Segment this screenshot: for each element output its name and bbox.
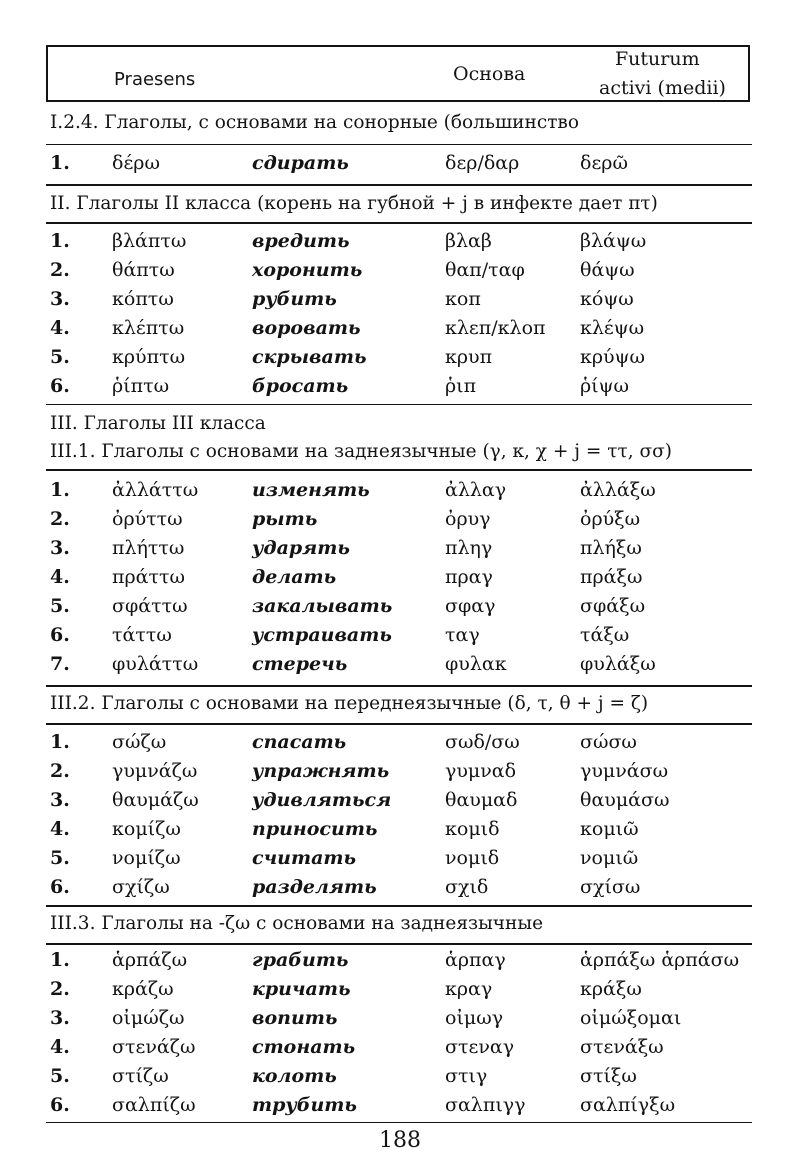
praesens-form: βλάπτω (112, 230, 187, 252)
row-number: 5. (50, 847, 70, 869)
table-row (0, 595, 800, 624)
praesens-form: κλέπτω (112, 317, 185, 339)
row-number: 1. (50, 152, 70, 174)
russian-meaning: удивляться (252, 789, 392, 811)
stem-form: σαλπιγγ (445, 1094, 526, 1116)
divider (46, 905, 752, 907)
section-heading: III.3. Глаголы на -ζω с основами на заднеязычные (50, 913, 544, 934)
futurum-form: σαλπίγξω (580, 1094, 676, 1116)
table-row (0, 978, 800, 1007)
row-number: 1. (50, 731, 70, 753)
futurum-form: νομιῶ (580, 847, 639, 869)
row-number: 6. (50, 375, 70, 397)
stem-form: στιγ (445, 1065, 488, 1087)
praesens-form: κομίζω (112, 818, 181, 840)
russian-meaning: разделять (252, 876, 377, 898)
praesens-form: ὀρύττω (112, 508, 183, 530)
futurum-form: κλέψω (580, 317, 645, 339)
futurum-form: κομιῶ (580, 818, 639, 840)
futurum-form: γυμνάσω (580, 760, 669, 782)
row-number: 5. (50, 346, 70, 368)
stem-form: κοπ (445, 288, 481, 310)
russian-meaning: колоть (252, 1065, 337, 1087)
section-heading: III. Глаголы III класса (50, 413, 266, 434)
russian-meaning: вредить (252, 230, 350, 252)
futurum-form: σφάξω (580, 595, 646, 617)
stem-form: ὀρυγ (445, 508, 491, 530)
table-row (0, 760, 800, 789)
futurum-form: κόψω (580, 288, 634, 310)
stem-form: ἀλλαγ (445, 479, 507, 501)
praesens-form: οἰμώζω (112, 1007, 185, 1029)
divider (46, 222, 752, 224)
table-row (0, 1094, 800, 1123)
stem-form: σφαγ (445, 595, 496, 617)
header-futurum: Futurum (615, 48, 700, 70)
row-number: 2. (50, 259, 70, 281)
row-number: 1. (50, 230, 70, 252)
table-row (0, 375, 800, 404)
futurum-form: οἰμώξομαι (580, 1007, 682, 1029)
futurum-form: βλάψω (580, 230, 647, 252)
praesens-form: νομίζω (112, 847, 181, 869)
russian-meaning: скрывать (252, 346, 367, 368)
futurum-form: ἀλλάξω (580, 479, 656, 501)
table-row (0, 949, 800, 978)
futurum-form: ὀρύξω (580, 508, 641, 530)
futurum-form: θάψω (580, 259, 635, 281)
section-heading: II. Глаголы II класса (корень на губной + j в инфекте дает πτ) (50, 193, 658, 214)
table-row (0, 230, 800, 259)
header-praesens: Praesens (114, 69, 196, 90)
futurum-form: κράξω (580, 978, 642, 1000)
praesens-form: ἀλλάττω (112, 479, 199, 501)
russian-meaning: ударять (252, 537, 350, 559)
table-row (0, 653, 800, 682)
praesens-form: κράζω (112, 978, 174, 1000)
stem-form: κλεπ/κλοπ (445, 317, 546, 339)
stem-form: κραγ (445, 978, 493, 1000)
section-heading: III.2. Глаголы с основами на переднеязычные (δ, τ, θ + j = ζ) (50, 693, 649, 714)
table-row (0, 876, 800, 905)
table-row (0, 789, 800, 818)
futurum-form: στενάξω (580, 1036, 664, 1058)
russian-meaning: грабить (252, 949, 349, 971)
table-row (0, 624, 800, 653)
stem-form: δερ/δαρ (445, 152, 520, 174)
row-number: 3. (50, 789, 70, 811)
divider (46, 943, 752, 945)
praesens-form: τάττω (112, 624, 172, 646)
futurum-form: τάξω (580, 624, 630, 646)
russian-meaning: делать (252, 566, 337, 588)
russian-meaning: устраивать (252, 624, 392, 646)
row-number: 3. (50, 1007, 70, 1029)
stem-form: πραγ (445, 566, 493, 588)
row-number: 4. (50, 818, 70, 840)
praesens-form: σαλπίζω (112, 1094, 196, 1116)
stem-form: θαυμαδ (445, 789, 518, 811)
table-row (0, 288, 800, 317)
praesens-form: δέρω (112, 152, 160, 174)
row-number: 4. (50, 317, 70, 339)
futurum-form: θαυμάσω (580, 789, 670, 811)
row-number: 6. (50, 876, 70, 898)
table-row (0, 479, 800, 508)
russian-meaning: приносить (252, 818, 378, 840)
stem-form: θαπ/ταφ (445, 259, 525, 281)
praesens-form: θάπτω (112, 259, 175, 281)
stem-form: σωδ/σω (445, 731, 520, 753)
praesens-form: ἁρπάζω (112, 949, 188, 971)
futurum-form: ῥίψω (580, 375, 630, 397)
table-row (0, 847, 800, 876)
stem-form: ῥιπ (445, 375, 477, 397)
table-row (0, 317, 800, 346)
row-number: 1. (50, 949, 70, 971)
stem-form: ἁρπαγ (445, 949, 506, 971)
praesens-form: κρύπτω (112, 346, 186, 368)
stem-form: κομιδ (445, 818, 500, 840)
praesens-form: σώζω (112, 731, 167, 753)
page-number: 188 (379, 1128, 421, 1153)
futurum-form: στίξω (580, 1065, 637, 1087)
table-row (0, 731, 800, 760)
russian-meaning: стонать (252, 1036, 356, 1058)
table-row (0, 1036, 800, 1065)
praesens-form: πράττω (112, 566, 186, 588)
table-row (0, 1065, 800, 1094)
divider (46, 469, 752, 471)
table-header (46, 45, 750, 102)
praesens-form: ῥίπτω (112, 375, 170, 397)
russian-meaning: трубить (252, 1094, 357, 1116)
row-number: 2. (50, 508, 70, 530)
header-futurum-voice: activi (medii) (599, 77, 726, 99)
row-number: 6. (50, 624, 70, 646)
section-heading: III.1. Глаголы с основами на заднеязычные (γ, κ, χ + j = ττ, σσ) (50, 441, 672, 462)
section-heading: I.2.4. Глаголы, с основами на сонорные (большинство (50, 112, 579, 133)
table-row (0, 566, 800, 595)
futurum-form: φυλάξω (580, 653, 656, 675)
futurum-form: πλήξω (580, 537, 642, 559)
row-number: 4. (50, 1036, 70, 1058)
stem-form: στεναγ (445, 1036, 515, 1058)
row-number: 1. (50, 479, 70, 501)
divider (46, 144, 752, 145)
praesens-form: στενάζω (112, 1036, 196, 1058)
table-row (0, 1007, 800, 1036)
stem-form: σχιδ (445, 876, 489, 898)
stem-form: φυλακ (445, 653, 507, 675)
row-number: 5. (50, 1065, 70, 1087)
praesens-form: θαυμάζω (112, 789, 199, 811)
stem-form: οἰμωγ (445, 1007, 504, 1029)
table-row (0, 346, 800, 375)
russian-meaning: хоронить (252, 259, 363, 281)
stem-form: νομιδ (445, 847, 500, 869)
russian-meaning: закалывать (252, 595, 393, 617)
russian-meaning: рыть (252, 508, 318, 530)
header-osnova: Основа (453, 63, 526, 85)
praesens-form: πλήττω (112, 537, 185, 559)
futurum-form: πράξω (580, 566, 643, 588)
russian-meaning: воровать (252, 317, 361, 339)
stem-form: ταγ (445, 624, 480, 646)
russian-meaning: сдирать (252, 152, 349, 174)
praesens-form: φυλάττω (112, 653, 199, 675)
table-row (0, 152, 800, 181)
table-row (0, 259, 800, 288)
divider (46, 685, 752, 687)
futurum-form: σώσω (580, 731, 637, 753)
russian-meaning: считать (252, 847, 357, 869)
divider (46, 1122, 752, 1123)
row-number: 4. (50, 566, 70, 588)
table-row (0, 818, 800, 847)
stem-form: πληγ (445, 537, 493, 559)
stem-form: κρυπ (445, 346, 493, 368)
praesens-form: σφάττω (112, 595, 188, 617)
praesens-form: γυμνάζω (112, 760, 198, 782)
row-number: 7. (50, 653, 70, 675)
futurum-form: κρύψω (580, 346, 645, 368)
row-number: 3. (50, 537, 70, 559)
stem-form: γυμναδ (445, 760, 517, 782)
row-number: 6. (50, 1094, 70, 1116)
russian-meaning: вопить (252, 1007, 338, 1029)
divider (46, 184, 752, 186)
futurum-form: σχίσω (580, 876, 641, 898)
divider (46, 404, 752, 405)
russian-meaning: кричать (252, 978, 351, 1000)
divider (46, 723, 752, 725)
russian-meaning: рубить (252, 288, 337, 310)
table-row (0, 537, 800, 566)
praesens-form: σχίζω (112, 876, 170, 898)
row-number: 2. (50, 978, 70, 1000)
russian-meaning: спасать (252, 731, 347, 753)
praesens-form: κόπτω (112, 288, 174, 310)
russian-meaning: изменять (252, 479, 370, 501)
praesens-form: στίζω (112, 1065, 169, 1087)
russian-meaning: упражнять (252, 760, 390, 782)
futurum-form: ἁρπάξω ἁρπάσω (580, 949, 740, 971)
row-number: 2. (50, 760, 70, 782)
stem-form: βλαβ (445, 230, 492, 252)
row-number: 3. (50, 288, 70, 310)
table-row (0, 508, 800, 537)
russian-meaning: бросать (252, 375, 349, 397)
row-number: 5. (50, 595, 70, 617)
futurum-form: δερῶ (580, 152, 628, 174)
russian-meaning: стеречь (252, 653, 348, 675)
